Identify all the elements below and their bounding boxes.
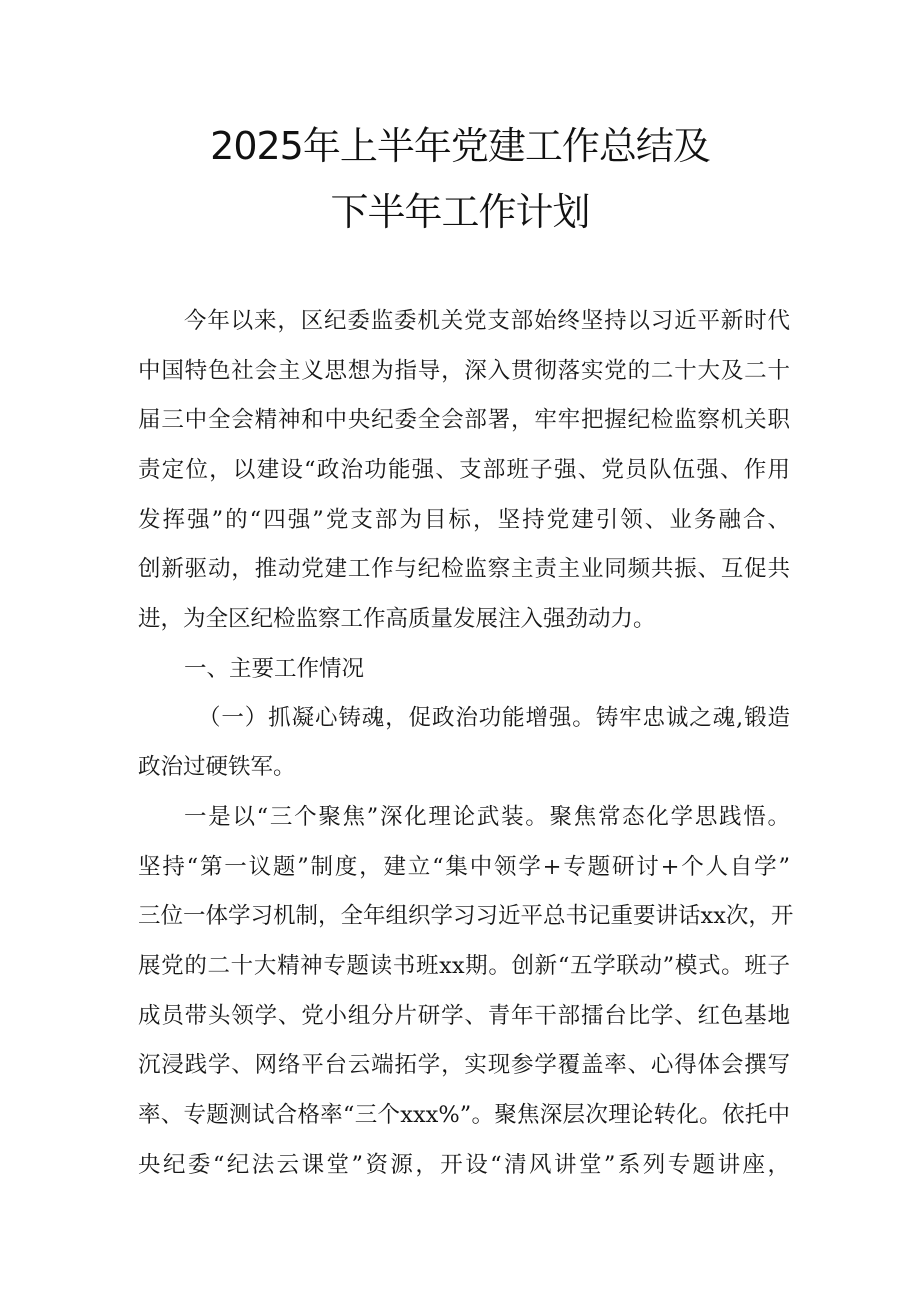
intro-line: 进，为全区纪检监察工作高质量发展注入强劲动力。 [138,606,656,632]
item-line: 坚持“第一议题”制度，建立“集中领学+专题研讨+个人自学” [138,854,790,880]
document-title-line-1: 2025年上半年党建工作总结及 [210,124,710,168]
item-line: 展党的二十大精神专题读书班xx期。创新“五学联动”模式。班子 [138,953,790,979]
section-heading: 一、主要工作情况 [184,656,365,682]
intro-line: 今年以来，区纪委监委机关党支部始终坚持以习近平新时代 [184,308,790,334]
subsection-line: 政治过硬铁军。 [138,754,296,780]
intro-line: 责定位，以建设“政治功能强、支部班子强、党员队伍强、作用 [138,457,790,483]
intro-line: 届三中全会精神和中央纪委全会部署，牢牢把握纪检监察机关职 [138,407,790,433]
item-line: 三位一体学习机制，全年组织学习习近平总书记重要讲话xx次，开 [138,903,794,929]
item-line: 成员带头领学、党小组分片研学、青年干部擂台比学、红色基地 [138,1003,790,1029]
intro-line: 中国特色社会主义思想为指导，深入贯彻落实党的二十大及二十 [138,358,790,384]
document-title-line-2: 下半年工作计划 [330,190,590,234]
intro-line: 发挥强”的“四强”党支部为目标，坚持党建引领、业务融合、 [138,507,790,533]
item-line: 沉浸践学、网络平台云端拓学，实现参学覆盖率、心得体会撰写 [138,1052,790,1078]
item-line: 率、专题测试合格率“三个xxx%”。聚焦深层次理论转化。依托中 [138,1102,790,1128]
item-line: 一是以“三个聚焦”深化理论武装。聚焦常态化学思践悟。 [184,804,790,830]
intro-line: 创新驱动，推动党建工作与纪检监察主责主业同频共振、互促共 [138,556,790,582]
subsection-line: （一）抓凝心铸魂，促政治功能增强。铸牢忠诚之魂,锻造 [198,705,790,731]
item-line: 央纪委“纪法云课堂”资源，开设“清风讲堂”系列专题讲座， [138,1152,790,1178]
